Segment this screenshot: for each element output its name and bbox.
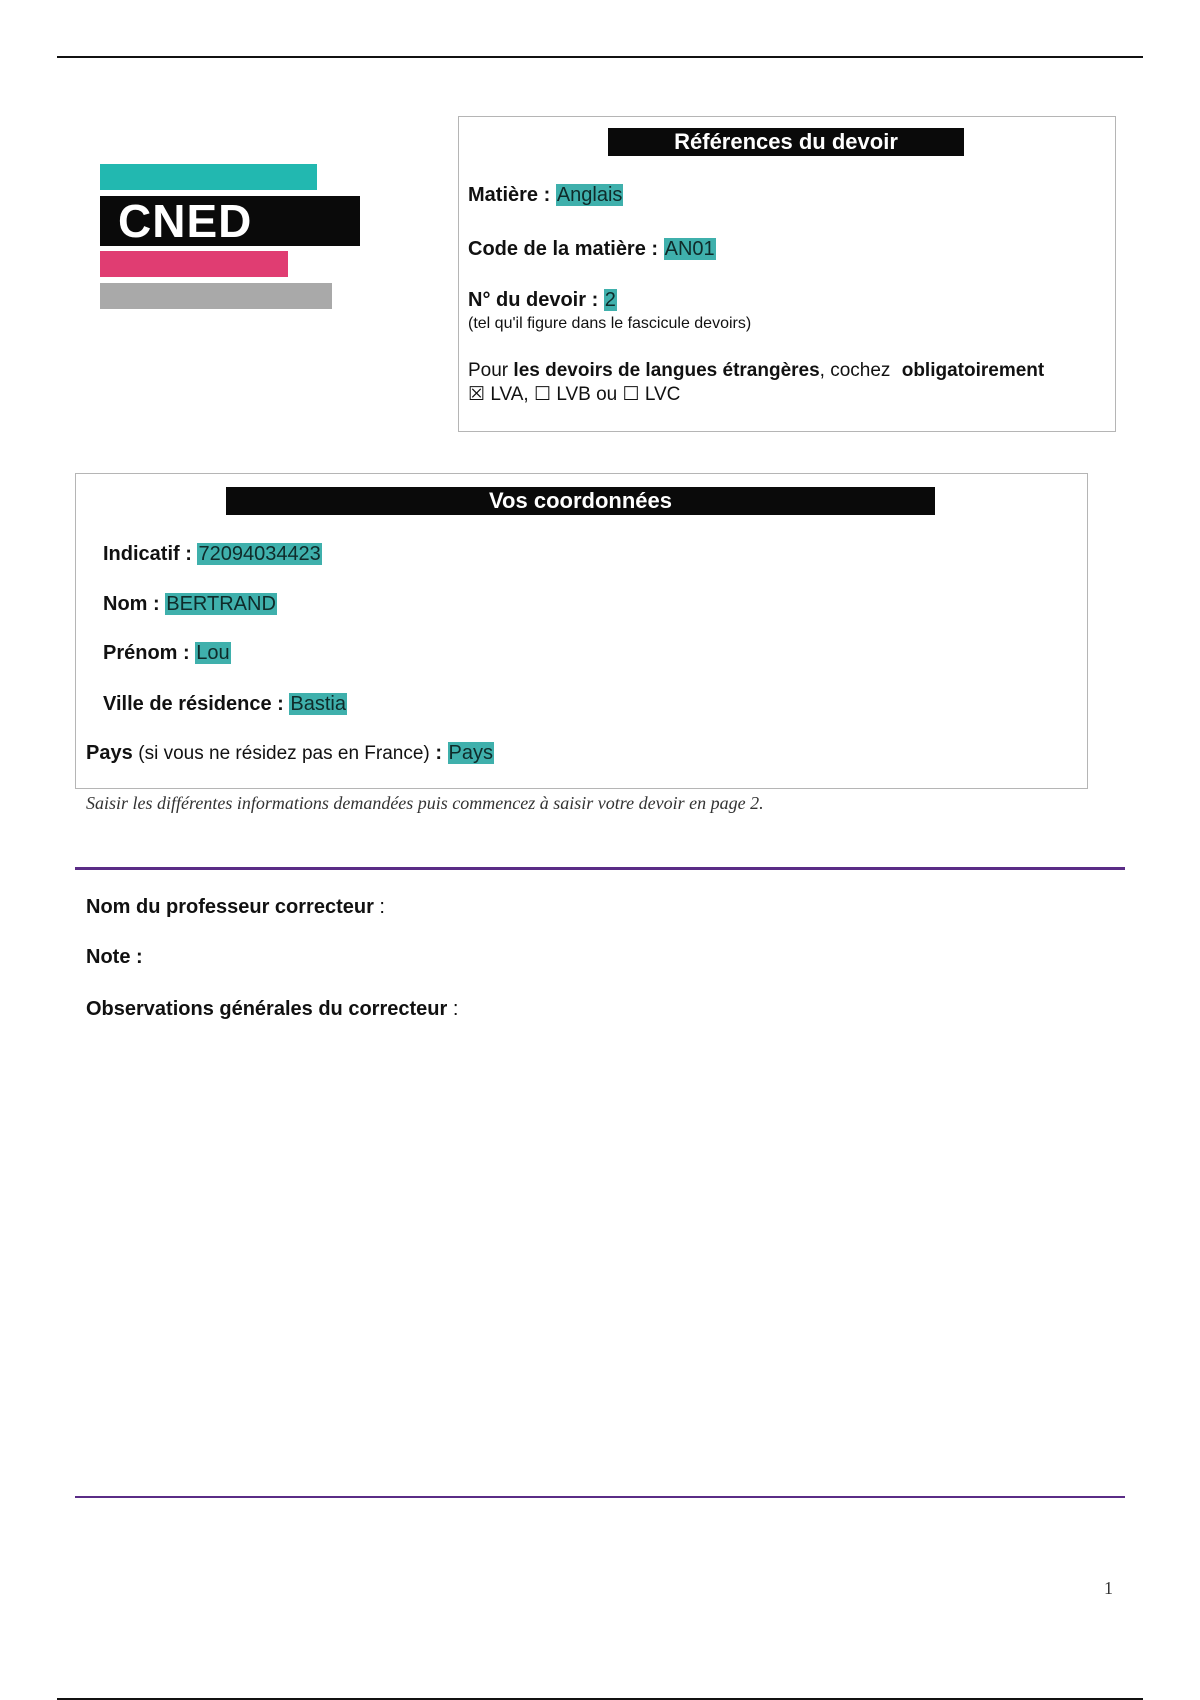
prenom-label: Prénom : <box>103 642 190 664</box>
coordonnees-title: Vos coordonnées <box>226 487 935 515</box>
instruction-note: Saisir les différentes informations demandées puis commencez à saisir votre devoir en page 2. <box>86 793 764 813</box>
pays-label: Pays <box>86 742 133 764</box>
matiere-label: Matière : <box>468 184 551 206</box>
nom-field[interactable]: BERTRAND <box>166 593 276 615</box>
lvc-checkbox[interactable]: ☐ <box>622 384 640 405</box>
top-rule <box>57 56 1143 58</box>
logo-wordmark: CNED <box>100 196 360 246</box>
lvc-label: LVC <box>644 384 681 405</box>
langues-bold: les devoirs de langues étrangères <box>513 360 820 381</box>
devoir-row <box>468 286 617 314</box>
indicatif-label: Indicatif : <box>103 543 192 565</box>
references-title: Références du devoir <box>608 128 964 156</box>
lva-checkbox[interactable]: ☒ <box>468 384 486 405</box>
lvb-checkbox[interactable]: ☐ <box>533 384 552 405</box>
pays-field[interactable]: Pays <box>448 742 494 764</box>
professeur-row <box>86 893 385 921</box>
prenom-field[interactable]: Lou <box>196 642 230 664</box>
prenom-row <box>103 639 231 667</box>
logo-teal-bar <box>100 164 317 190</box>
devoir-label: N° du devoir : <box>468 289 599 311</box>
pays-colon: : <box>435 742 442 764</box>
code-row <box>468 235 716 263</box>
professeur-label: Nom du professeur correcteur <box>86 896 374 918</box>
lvb-label: LVB ou <box>556 384 618 405</box>
langues-instruction <box>468 359 1044 383</box>
devoir-hint: (tel qu'il figure dans le fascicule devoirs) <box>468 315 752 332</box>
lva-label: LVA, <box>490 384 529 405</box>
observations-row <box>86 995 458 1023</box>
ville-row <box>103 690 347 718</box>
purple-separator-top <box>75 867 1125 870</box>
devoir-field[interactable]: 2 <box>604 289 616 311</box>
langues-mid: , cochez <box>819 360 891 381</box>
matiere-row <box>468 181 623 209</box>
logo-grey-bar <box>100 283 332 309</box>
nom-row <box>103 590 277 618</box>
professeur-colon: : <box>379 896 385 918</box>
pays-row <box>86 739 494 768</box>
ville-field[interactable]: Bastia <box>290 693 346 715</box>
observations-label: Observations générales du correcteur <box>86 998 448 1020</box>
langues-bold2: obligatoirement <box>901 360 1045 381</box>
observations-colon: : <box>452 998 459 1020</box>
note-label: Note : <box>86 946 143 968</box>
logo-pink-bar <box>100 251 288 277</box>
pays-hint: (si vous ne résidez pas en France) <box>138 743 430 764</box>
purple-separator-bottom <box>75 1496 1125 1498</box>
matiere-field[interactable]: Anglais <box>556 184 623 206</box>
page-number: 1 <box>1104 1578 1113 1598</box>
langues-prefix: Pour <box>468 360 509 381</box>
langues-options <box>468 383 680 407</box>
nom-label: Nom : <box>103 593 160 615</box>
code-field[interactable]: AN01 <box>664 238 715 260</box>
ville-label: Ville de résidence : <box>103 693 284 715</box>
indicatif-field[interactable]: 72094034423 <box>198 543 321 565</box>
indicatif-row <box>103 540 322 568</box>
code-label: Code de la matière : <box>468 238 659 260</box>
